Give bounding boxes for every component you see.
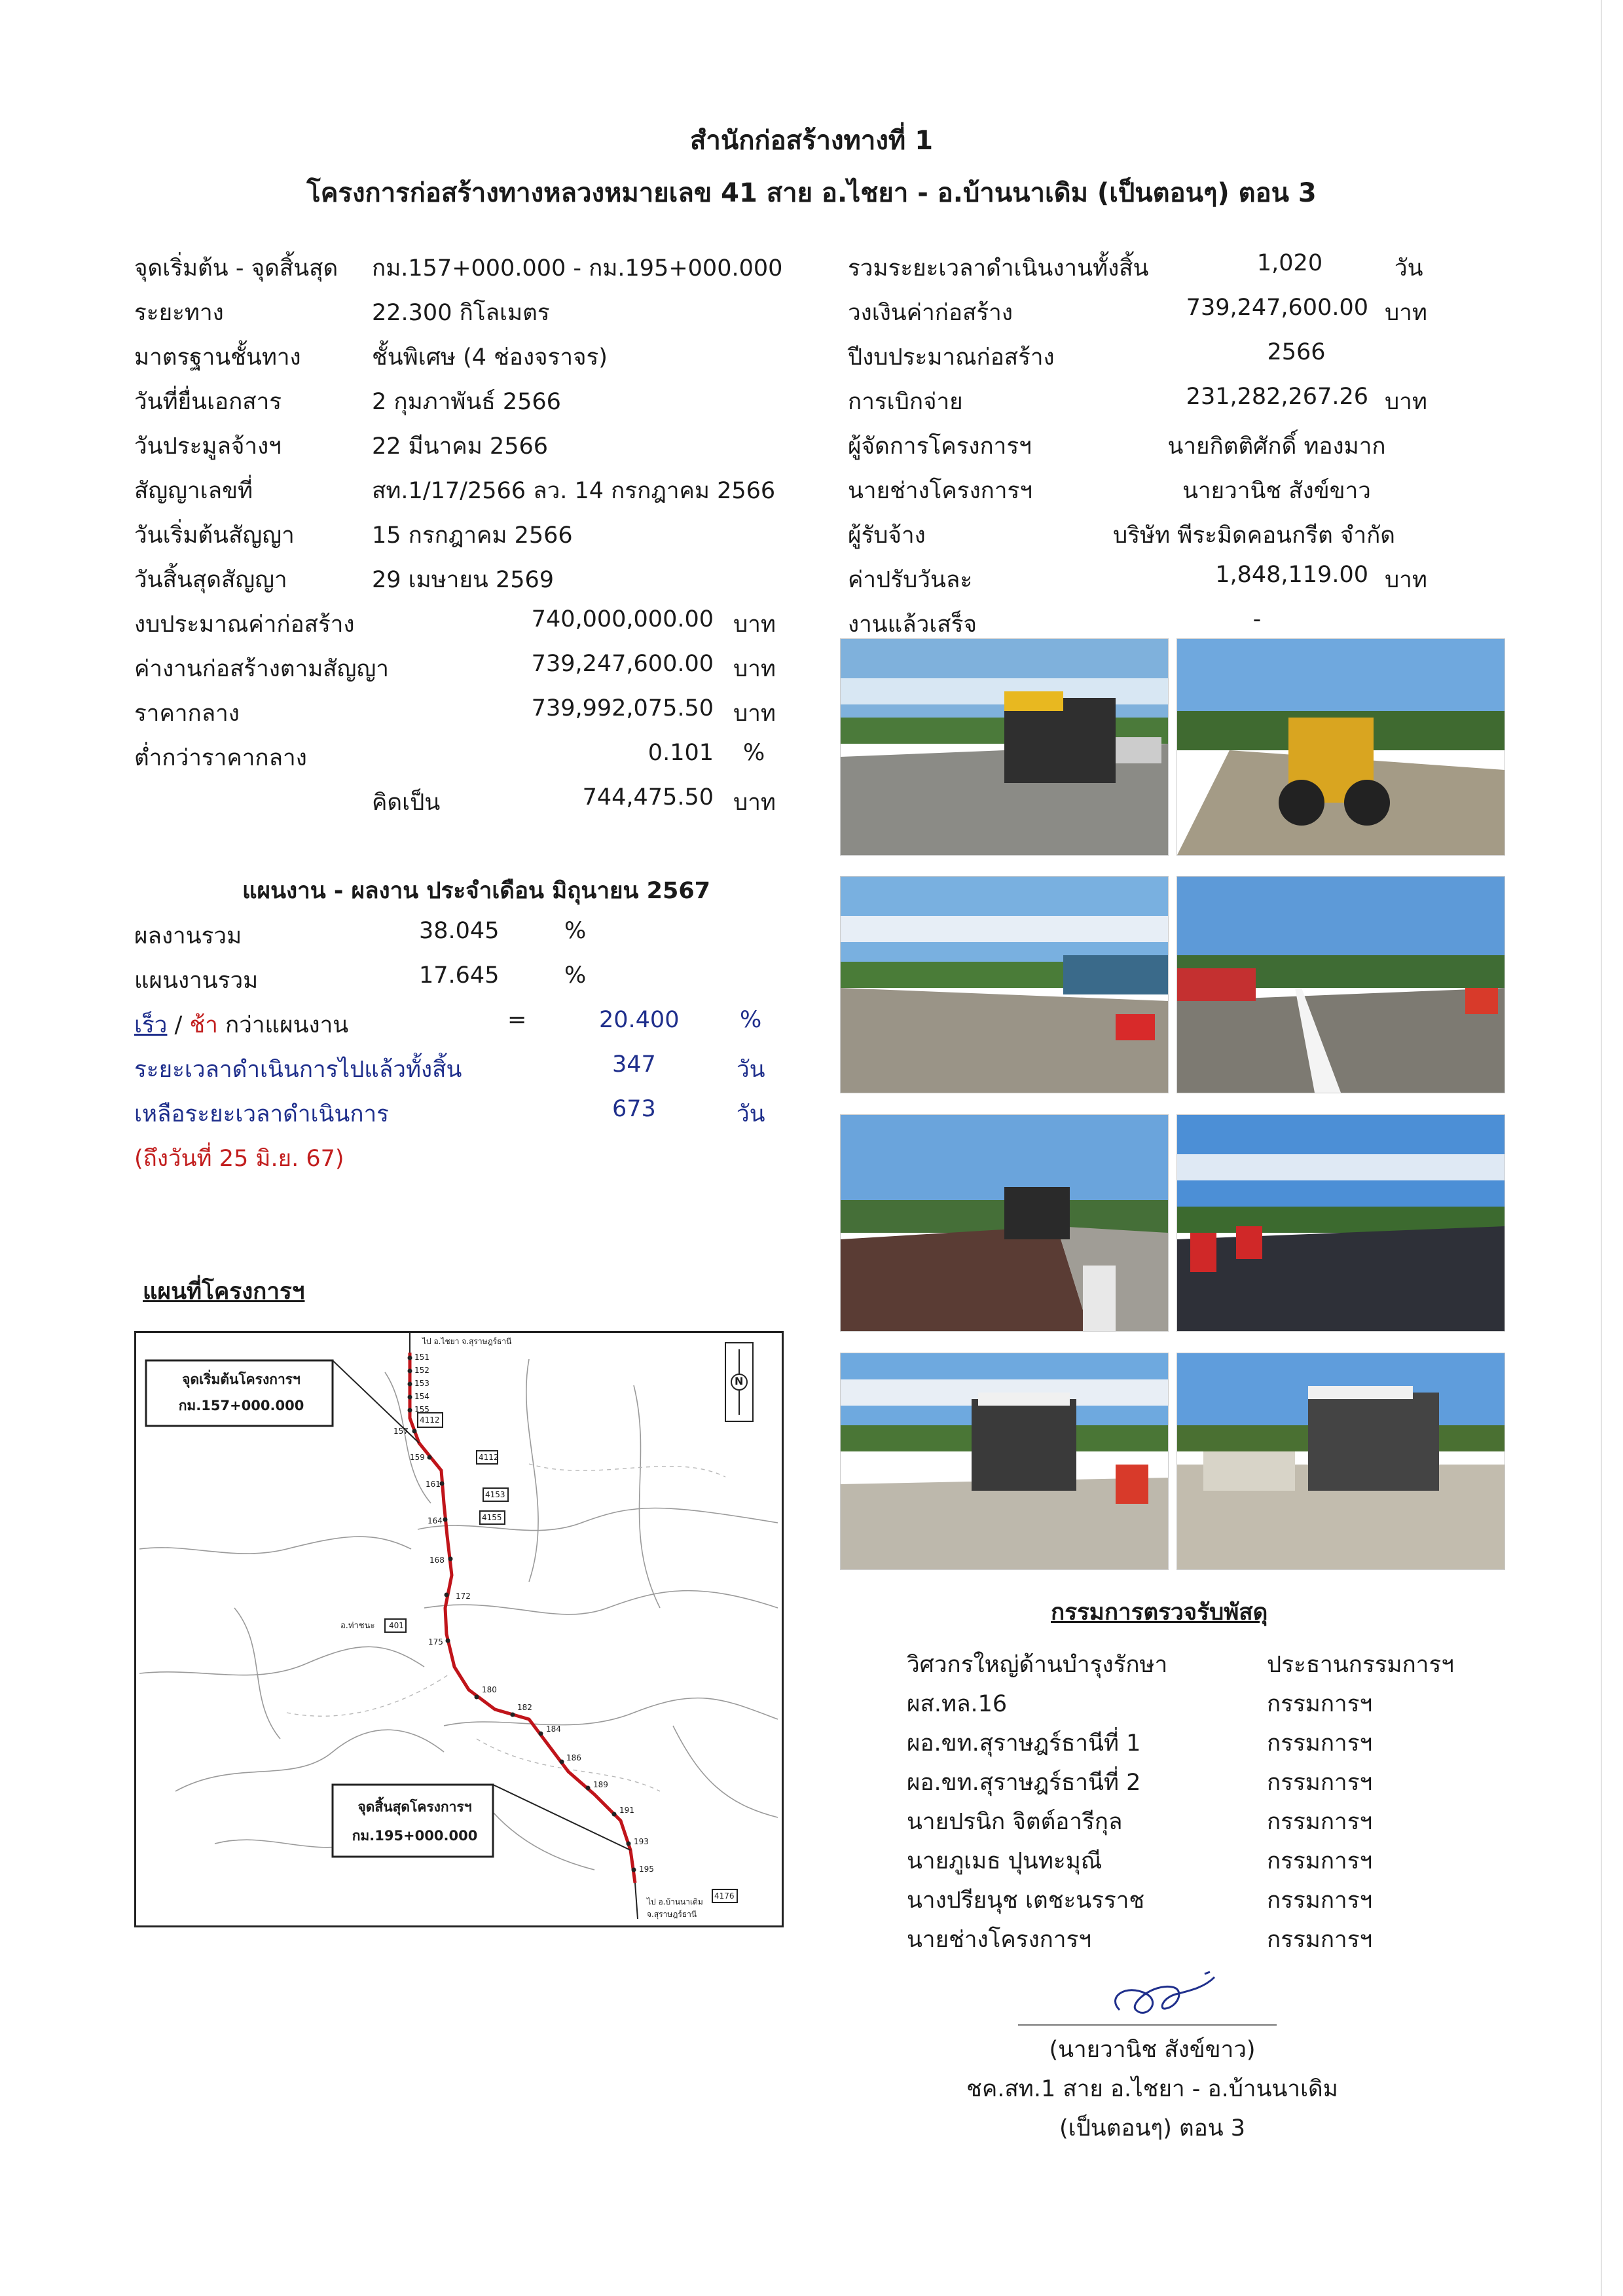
fast-label: เร็ว <box>134 1012 168 1038</box>
signature-line <box>1018 2024 1277 2026</box>
remain-label: เหลือระยะเวลาดำเนินการ <box>134 1101 389 1127</box>
map-left-direction: อ.ท่าชนะ <box>340 1621 375 1631</box>
km-marker: 154 <box>414 1392 429 1401</box>
km-marker: 168 <box>429 1556 445 1565</box>
result-label: ผลงานรวม <box>134 923 242 949</box>
committee-role: กรรมการฯ <box>1267 1848 1373 1874</box>
photo-milling-machine <box>840 638 1169 856</box>
info-label: วันสิ้นสุดสัญญา <box>134 567 287 593</box>
plan-unit: % <box>564 962 587 989</box>
route-shield: 4176 <box>714 1891 735 1901</box>
km-marker: 175 <box>428 1637 443 1647</box>
info-label: รวมระยะเวลาดำเนินงานทั้งสิ้น <box>848 255 1149 282</box>
info-label: จุดเริ่มต้น - จุดสิ้นสุด <box>134 255 338 282</box>
elapsed-unit: วัน <box>737 1057 765 1083</box>
info-label: ค่าปรับวันละ <box>848 567 973 593</box>
info-value: - <box>1252 606 1262 632</box>
info-value: 15 กรกฎาคม 2566 <box>372 522 573 549</box>
km-marker: 193 <box>634 1837 649 1846</box>
slash: / <box>167 1012 190 1038</box>
committee-title: กรรมการตรวจรับพัสดุ <box>1051 1599 1268 1626</box>
budget-unit: บาท <box>733 656 776 682</box>
slow-label: ช้า <box>189 1012 218 1038</box>
info-value: บริษัท พีระมิดคอนกรีต จำกัด <box>1113 522 1396 549</box>
budget-unit: % <box>743 740 765 766</box>
vs-label: กว่าแผนงาน <box>217 1012 349 1038</box>
map-end-km: กม.195+000.000 <box>352 1828 478 1844</box>
km-marker: 161 <box>426 1480 441 1489</box>
km-marker: 164 <box>428 1516 443 1525</box>
project-title: โครงการก่อสร้างทางหลวงหมายเลข 41 สาย อ.ไชยา - อ.บ้านนาเดิม (เป็นตอนๆ) ตอน 3 <box>306 178 1317 208</box>
budget-unit: บาท <box>733 701 776 727</box>
plan-label: แผนงานรวม <box>134 968 259 994</box>
info-value: นายวานิช สังข์ขาว <box>1182 478 1371 504</box>
km-marker: 180 <box>482 1685 497 1694</box>
committee-role: กรรมการฯ <box>1267 1887 1373 1914</box>
photo-lane-marking <box>1176 876 1505 1093</box>
route-shield: 4153 <box>485 1490 505 1499</box>
project-map <box>134 1331 784 1927</box>
info-value: 29 เมษายน 2569 <box>372 567 555 593</box>
info-value: 2 กุมภาพันธ์ 2566 <box>372 389 561 415</box>
photo-paver-left <box>840 1353 1169 1570</box>
km-marker: 155 <box>414 1405 429 1414</box>
committee-role: กรรมการฯ <box>1267 1927 1373 1953</box>
page-edge-line <box>1601 0 1602 2296</box>
map-end-label: จุดสิ้นสุดโครงการฯ <box>357 1799 472 1815</box>
committee-role: กรรมการฯ <box>1267 1730 1373 1757</box>
info-label: วันเริ่มต้นสัญญา <box>134 522 295 549</box>
progress-title: แผนงาน - ผลงาน ประจำเดือน มิถุนายน 2567 <box>242 878 711 904</box>
info-value: 739,247,600.00 <box>1186 295 1368 321</box>
diff-unit: % <box>740 1007 762 1033</box>
photo-grader <box>1176 638 1505 856</box>
info-label: สัญญาเลขที่ <box>134 478 253 504</box>
km-marker: 153 <box>414 1379 429 1388</box>
committee-role: ประธานกรรมการฯ <box>1267 1652 1454 1678</box>
committee-member: วิศวกรใหญ่ด้านบำรุงรักษา <box>907 1652 1168 1678</box>
photo-paver-right <box>1176 1353 1505 1570</box>
office-title: สำนักก่อสร้างทางที่ 1 <box>689 126 934 156</box>
north-arrow-icon: N <box>735 1375 744 1387</box>
info-label: นายช่างโครงการฯ <box>848 478 1032 504</box>
km-marker: 172 <box>456 1592 471 1601</box>
info-value: 1,848,119.00 <box>1215 562 1368 588</box>
equals-sign: = <box>507 1007 527 1033</box>
info-unit: บาท <box>1385 300 1427 326</box>
info-unit: วัน <box>1395 255 1423 282</box>
info-value: ชั้นพิเศษ (4 ช่องจราจร) <box>372 344 608 371</box>
km-marker: 195 <box>639 1865 654 1874</box>
budget-label: ต่ำกว่าราคากลาง <box>134 745 307 771</box>
committee-member: นายปรนิก จิตต์อารีกุล <box>907 1809 1123 1835</box>
info-unit: บาท <box>1385 567 1427 593</box>
budget-unit: บาท <box>733 611 776 638</box>
committee-member: นายภูเมธ ปุนทะมุณี <box>907 1848 1103 1874</box>
km-marker: 184 <box>546 1724 561 1734</box>
elapsed-label: ระยะเวลาดำเนินการไปแล้วทั้งสิ้น <box>134 1057 462 1083</box>
km-marker: 189 <box>593 1780 608 1789</box>
info-label: มาตรฐานชั้นทาง <box>134 344 301 371</box>
remain-unit: วัน <box>737 1101 765 1127</box>
route-shield: 4112 <box>420 1415 440 1425</box>
info-value: กม.157+000.000 - กม.195+000.000 <box>372 255 783 282</box>
budget-amount: 739,992,075.50 <box>531 695 714 721</box>
route-shield: 4112 <box>479 1453 499 1462</box>
fast-slow-row <box>134 1007 348 1043</box>
info-label: การเบิกจ่าย <box>848 389 963 415</box>
info-label: ผู้รับจ้าง <box>848 522 926 549</box>
info-value: 22 มีนาคม 2566 <box>372 433 548 460</box>
diff-value: 20.400 <box>599 1007 680 1033</box>
map-start-label: จุดเริ่มต้นโครงการฯ <box>182 1372 301 1387</box>
signer-section: (เป็นตอนๆ) ตอน 3 <box>1059 2115 1246 2141</box>
signer-name: (นายวานิช สังข์ขาว) <box>1049 2037 1256 2063</box>
signature-icon <box>1100 1958 1231 2030</box>
info-value: นายกิตติศักดิ์ ทองมาก <box>1167 433 1386 460</box>
map-start-km: กม.157+000.000 <box>178 1398 304 1413</box>
as-of-date: (ถึงวันที่ 25 มิ.ย. 67) <box>134 1146 344 1172</box>
km-marker: 151 <box>414 1353 429 1362</box>
info-label: วันที่ยื่นเอกสาร <box>134 389 282 415</box>
route-shield: 4155 <box>482 1513 502 1522</box>
budget-amount: 744,475.50 <box>582 784 714 811</box>
committee-role: กรรมการฯ <box>1267 1809 1373 1835</box>
plan-value: 17.645 <box>419 962 500 989</box>
committee-member: นางปรียนุช เตชะนรราช <box>907 1887 1145 1914</box>
info-value: สท.1/17/2566 ลว. 14 กรกฎาคม 2566 <box>372 478 776 504</box>
budget-amount: 740,000,000.00 <box>531 606 714 632</box>
info-value: 2566 <box>1267 339 1326 365</box>
info-label: วงเงินค่าก่อสร้าง <box>848 300 1013 326</box>
committee-member: ผส.ทล.16 <box>907 1691 1008 1717</box>
map-heading: แผนที่โครงการฯ <box>143 1279 305 1305</box>
info-label: วันประมูลจ้างฯ <box>134 433 282 460</box>
route-shield: 401 <box>389 1621 404 1630</box>
photo-gravel-base <box>840 876 1169 1093</box>
result-unit: % <box>564 918 587 944</box>
info-value: 1,020 <box>1256 250 1323 276</box>
info-value: 22.300 กิโลเมตร <box>372 300 550 326</box>
info-label: ผู้จัดการโครงการฯ <box>848 433 1032 460</box>
info-label: ระยะทาง <box>134 300 224 326</box>
km-marker: 159 <box>410 1453 425 1462</box>
budget-label: งบประมาณค่าก่อสร้าง <box>134 611 355 638</box>
budget-label: คิดเป็น <box>372 790 441 816</box>
photo-asphalt-surface <box>1176 1114 1505 1332</box>
info-unit: บาท <box>1385 389 1427 415</box>
km-marker: 152 <box>414 1366 429 1375</box>
budget-amount: 0.101 <box>647 740 714 766</box>
map-top-direction: ไป อ.ไชยา จ.สุราษฎร์ธานี <box>422 1337 512 1346</box>
signer-position: ชค.สท.1 สาย อ.ไชยา - อ.บ้านนาเดิม <box>966 2076 1338 2102</box>
budget-amount: 739,247,600.00 <box>531 651 714 677</box>
km-marker: 157 <box>393 1427 409 1436</box>
budget-label: ค่างานก่อสร้างตามสัญญา <box>134 656 389 682</box>
map-bottom-direction: ไป อ.บ้านนาเดิม จ.สุราษฎร์ธานี <box>647 1897 703 1919</box>
committee-member: ผอ.ขท.สุราษฎร์ธานีที่ 1 <box>907 1730 1141 1757</box>
committee-member: ผอ.ขท.สุราษฎร์ธานีที่ 2 <box>907 1770 1141 1796</box>
result-value: 38.045 <box>419 918 500 944</box>
photo-prime-coat <box>840 1114 1169 1332</box>
committee-role: กรรมการฯ <box>1267 1770 1373 1796</box>
committee-role: กรรมการฯ <box>1267 1691 1373 1717</box>
km-marker: 191 <box>619 1806 634 1815</box>
info-value: 231,282,267.26 <box>1186 384 1368 410</box>
budget-label: ราคากลาง <box>134 701 240 727</box>
km-marker: 182 <box>517 1703 532 1712</box>
info-label: งานแล้วเสร็จ <box>848 611 977 638</box>
remain-value: 673 <box>612 1096 656 1122</box>
km-marker: 186 <box>566 1753 581 1762</box>
elapsed-value: 347 <box>612 1051 656 1078</box>
budget-unit: บาท <box>733 790 776 816</box>
info-label: ปีงบประมาณก่อสร้าง <box>848 344 1055 371</box>
committee-member: นายช่างโครงการฯ <box>907 1927 1091 1953</box>
